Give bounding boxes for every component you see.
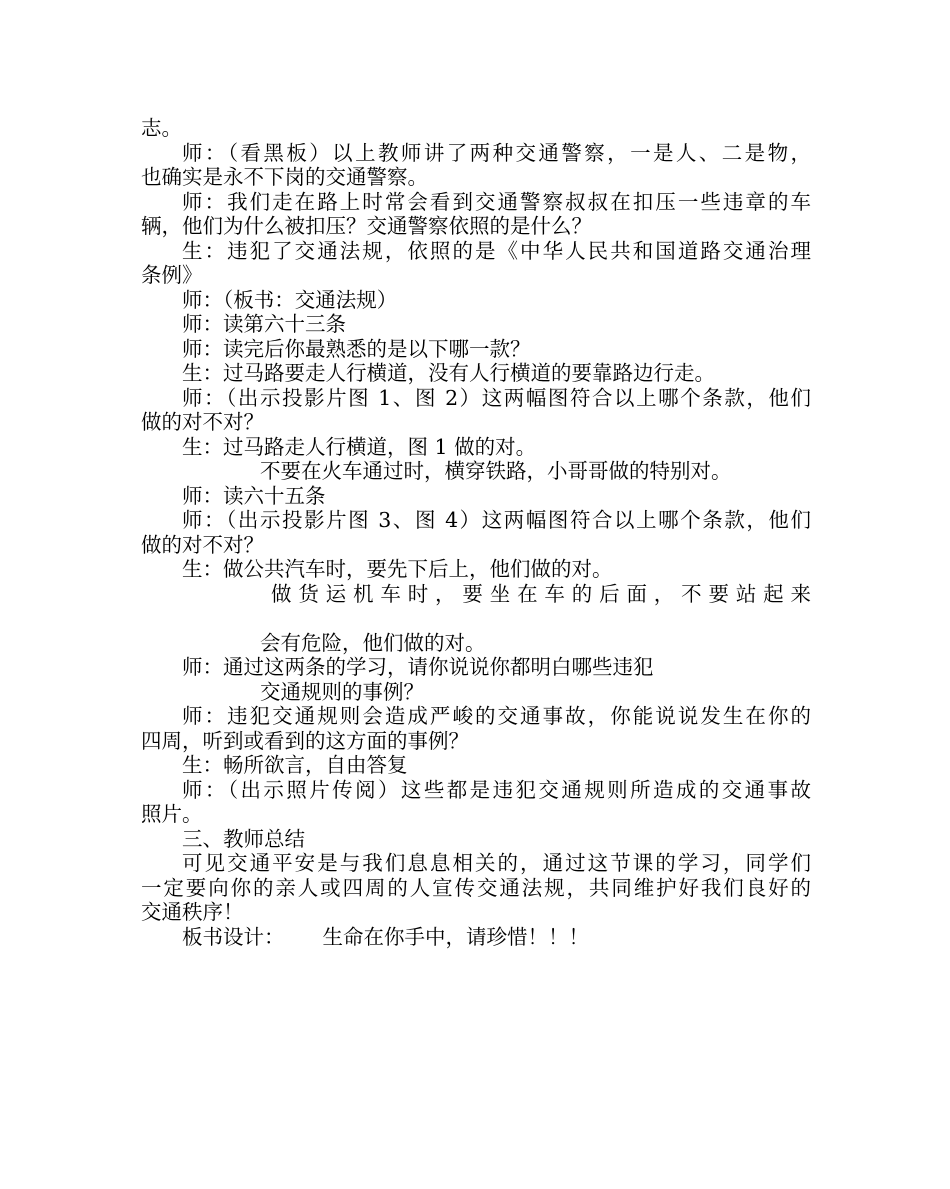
- text-line: 生：畅所欲言，自由答复: [182, 753, 408, 777]
- text-line: 师：读完后你最熟悉的是以下哪一款？: [182, 336, 531, 361]
- text-line: 可见交通平安是与我们息息相关的，通过这节课的学习，同学们: [182, 851, 811, 875]
- text-line: 也确实是永不下岗的交通警察。: [141, 165, 428, 189]
- text-line: 师：读第六十三条: [182, 312, 346, 336]
- text-line: 师：通过这两条的学习，请你说说你都明白哪些违犯: [182, 655, 654, 679]
- text-line: 师：（板书：交通法规）: [182, 287, 398, 312]
- text-line: 做货运机车时，要坐在车的后面，不要站起来: [271, 581, 811, 606]
- blank-line: [141, 606, 811, 631]
- board-design-line: [141, 925, 811, 950]
- text-line: 师：我们走在路上时常会看到交通警察叔叔在扣压一些违章的车: [182, 189, 811, 214]
- lesson-text: [141, 116, 811, 949]
- text-line: 师：（出示投影片图 1、图 2）这两幅图符合以上哪个条款，他们: [182, 385, 811, 410]
- text-line: 辆，他们为什么被扣压？交通警察依照的是什么？: [141, 214, 592, 238]
- text-line: 生：违犯了交通法规，依照的是《中华人民共和国道路交通治理: [182, 238, 811, 263]
- text-line: 志。: [141, 116, 182, 140]
- text-line: 师：违犯交通规则会造成严峻的交通事故，你能说说发生在你的: [182, 704, 811, 728]
- text-line: 生：过马路走人行横道，图 1 做的对。: [182, 434, 537, 459]
- text-line: 四周，听到或看到的这方面的事例？: [141, 728, 469, 753]
- text-line: 一定要向你的亲人或四周的人宣传交通法规，共同维护好我们良好的: [141, 875, 811, 900]
- text-line: 照片。: [141, 802, 203, 826]
- text-line: 师：（出示投影片图 3、图 4）这两幅图符合以上哪个条款，他们: [182, 508, 811, 532]
- text-line: 做的对不对？: [141, 532, 264, 557]
- text-line: 师：（看黑板）以上教师讲了两种交通警察，一是人、二是物，: [182, 140, 811, 165]
- board-design-title: 生命在你手中，请珍惜！！！: [322, 924, 589, 949]
- text-line: 做的对不对？: [141, 410, 264, 434]
- board-design-label: 板书设计：: [182, 924, 285, 949]
- text-line: 生：过马路要走人行横道，没有人行横道的要靠路边行走。: [182, 361, 715, 385]
- text-line: 生：做公共汽车时，要先下后上，他们做的对。: [182, 557, 613, 581]
- text-line: 交通秩序！: [141, 900, 244, 924]
- text-line: 师：读六十五条: [182, 483, 326, 508]
- text-line: 条例》: [141, 263, 203, 287]
- text-line: 不要在火车通过时，横穿铁路，小哥哥做的特别对。: [260, 459, 732, 483]
- text-line: 师：（出示照片传阅）这些都是违犯交通规则所造成的交通事故: [182, 777, 811, 802]
- section-heading: 三、教师总结: [182, 826, 305, 851]
- text-line: 交通规则的事例？: [260, 679, 424, 704]
- text-line: 会有危险，他们做的对。: [260, 630, 486, 655]
